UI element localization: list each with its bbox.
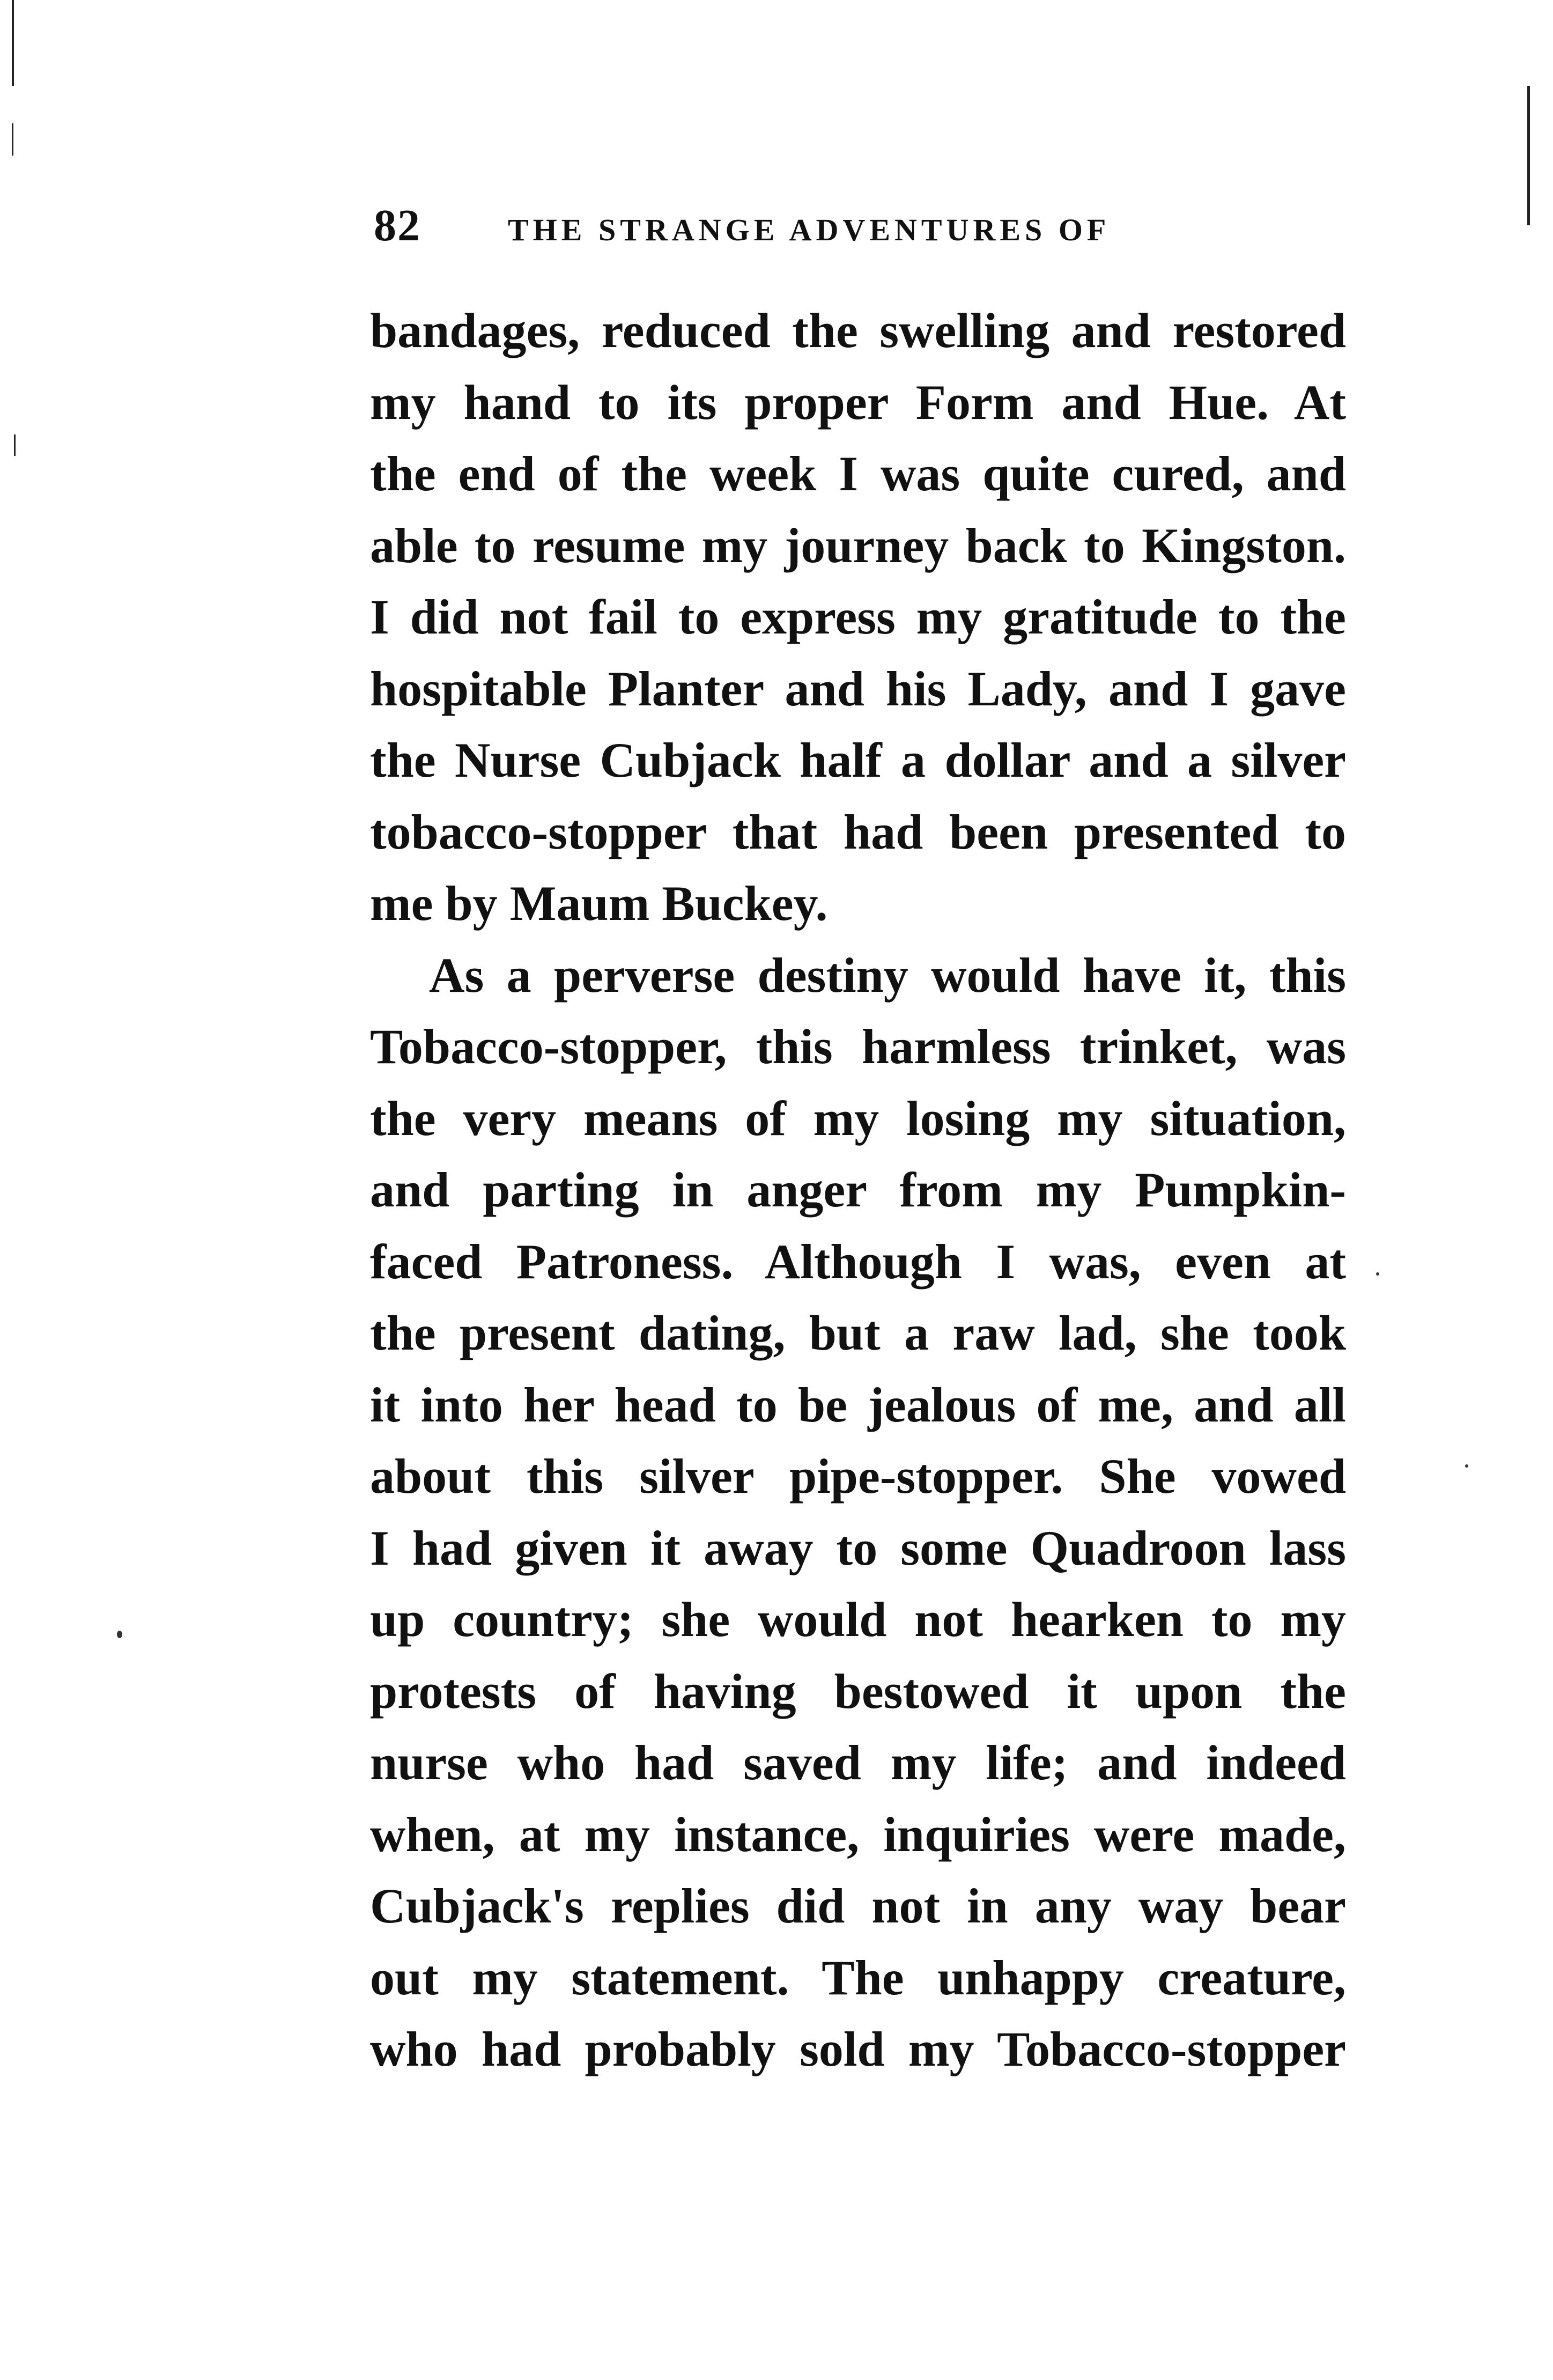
paragraph-first-line: As a perverse destiny would have it, this — [429, 947, 1346, 1003]
text-line: Cubjack's replies did not in any way bear — [370, 1878, 1346, 1933]
text-line: when, at my instance, inquiries were made, — [370, 1807, 1346, 1862]
scan-edge-mark — [14, 434, 16, 456]
page-header — [374, 200, 1382, 264]
scan-edge-mark — [1527, 86, 1530, 225]
text-line: about this silver pipe-stopper. She vowed — [370, 1449, 1346, 1504]
scan-edge-mark — [12, 123, 13, 156]
scan-speck — [117, 1631, 122, 1638]
scan-speck — [1376, 1272, 1379, 1276]
text-line: nurse who had saved my life; and indeed — [370, 1735, 1346, 1790]
text-line: Tobacco-stopper, this harmless trinket, was — [370, 1019, 1346, 1074]
paragraph-last-line: me by Maum Buckey. — [370, 876, 828, 931]
text-line: the Nurse Cubjack half a dollar and a silver — [370, 733, 1346, 787]
scan-speck — [1465, 1464, 1468, 1468]
text-line: and parting in anger from my Pumpkin- — [370, 1162, 1346, 1217]
text-line: bandages, reduced the swelling and restored — [370, 303, 1346, 358]
scan-edge-mark — [12, 0, 14, 86]
page-number: 82 — [374, 201, 421, 250]
text-line: up country; she would not hearken to my — [370, 1592, 1346, 1647]
text-line: I did not fail to express my gratitude to the — [370, 590, 1346, 644]
text-line: hospitable Planter and his Lady, and I gave — [370, 661, 1346, 716]
text-line: it into her head to be jealous of me, and all — [370, 1377, 1346, 1432]
text-line: tobacco-stopper that had been presented to — [370, 804, 1346, 859]
text-line: the end of the week I was quite cured, and — [370, 446, 1346, 501]
running-title: THE STRANGE ADVENTURES OF — [508, 212, 1111, 247]
text-line: I had given it away to some Quadroon lass — [370, 1520, 1346, 1575]
text-line: who had probably sold my Tobacco-stopper — [370, 2022, 1346, 2076]
body-text — [370, 295, 1346, 2086]
text-line: protests of having bestowed it upon the — [370, 1663, 1346, 1719]
text-line: able to resume my journey back to Kingston. — [370, 518, 1346, 573]
text-line: the present dating, but a raw lad, she took — [370, 1306, 1346, 1360]
text-line: my hand to its proper Form and Hue. At — [370, 374, 1346, 430]
text-line: the very means of my losing my situation, — [370, 1090, 1346, 1146]
text-line: faced Patroness. Although I was, even at — [370, 1234, 1346, 1289]
text-line: out my statement. The unhappy creature, — [370, 1950, 1346, 2005]
